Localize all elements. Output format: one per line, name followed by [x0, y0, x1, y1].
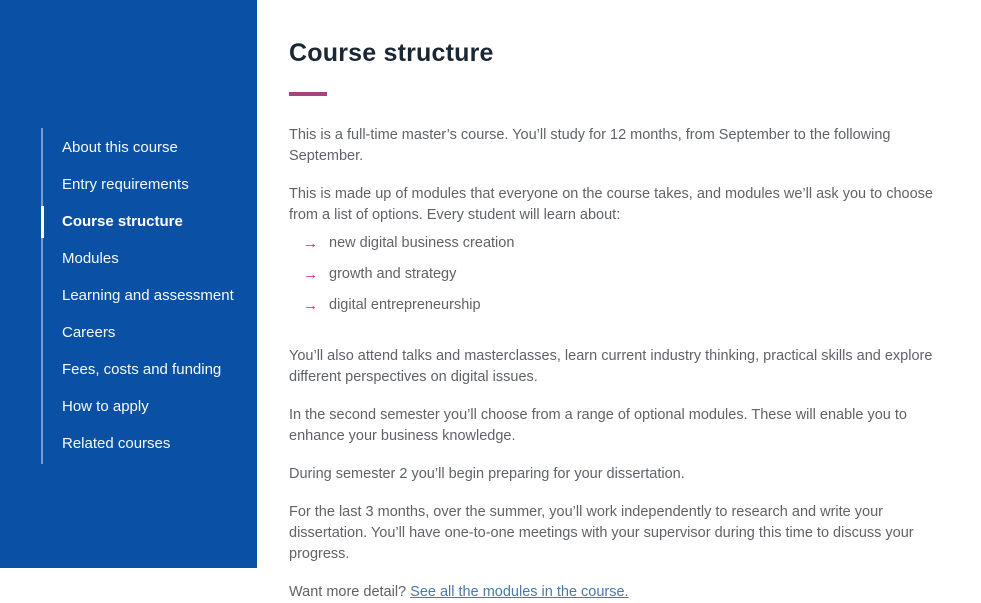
sidebar-link-modules[interactable]: Modules — [62, 250, 119, 267]
sidebar-item-course-structure[interactable] — [62, 210, 234, 234]
list-item-label: growth and strategy — [329, 266, 457, 282]
sidebar-link-careers[interactable]: Careers — [62, 324, 116, 341]
list-item — [289, 233, 949, 254]
list-item — [289, 295, 949, 316]
sidebar-item-entry-requirements[interactable] — [62, 173, 234, 197]
sidebar-link-fees-costs-and-funding[interactable]: Fees, costs and funding — [62, 361, 222, 378]
paragraph-dissertation-prep: During semester 2 you’ll begin preparing for your dissertation. — [289, 466, 685, 482]
paragraph-modules-intro: This is made up of modules that everyone on the course takes, and modules we’ll ask you to choose from a list of options. Every student will learn about: — [289, 186, 933, 223]
course-navigation — [0, 128, 257, 464]
sidebar-item-fees-costs-and-funding[interactable] — [62, 358, 234, 382]
sidebar-item-related-courses[interactable] — [62, 432, 234, 456]
see-all-modules-link[interactable]: See all the modules in the course. — [410, 584, 629, 600]
main-content — [257, 0, 981, 600]
sidebar-item-modules[interactable] — [62, 247, 234, 271]
paragraph-talks-masterclasses: You’ll also attend talks and masterclasses, learn current industry thinking, practical skills and explore different perspectives on digital issues. — [289, 348, 933, 385]
sidebar-link-entry-requirements[interactable]: Entry requirements — [62, 176, 189, 193]
module-topics-list — [289, 233, 949, 316]
list-item-label: digital entrepreneurship — [329, 297, 481, 313]
course-sidebar — [0, 0, 257, 568]
sidebar-nav-list — [41, 128, 257, 464]
more-detail-text: Want more detail? — [289, 584, 411, 600]
sidebar-item-learning-and-assessment[interactable] — [62, 284, 234, 308]
sidebar-link-course-structure[interactable]: Course structure — [62, 213, 183, 230]
paragraph-duration: This is a full-time master’s course. You’ll study for 12 months, from September to the following September. — [289, 127, 891, 164]
page-title: Course structure — [289, 39, 494, 67]
paragraph-second-semester: In the second semester you’ll choose from a range of optional modules. These will enable you to enhance your business knowledge. — [289, 407, 907, 444]
sidebar-link-learning-and-assessment[interactable]: Learning and assessment — [62, 287, 234, 304]
paragraph-summer-dissertation: For the last 3 months, over the summer, you’ll work independently to research and write your dissertation. You’ll have one-to-one meetings with your supervisor during this time to discuss your progress. — [289, 504, 914, 562]
arrow-right-icon: → — [303, 235, 318, 252]
sidebar-link-how-to-apply[interactable]: How to apply — [62, 398, 149, 415]
sidebar-item-careers[interactable] — [62, 321, 234, 345]
list-item — [289, 264, 949, 285]
paragraph-more-detail — [289, 582, 949, 603]
arrow-right-icon: → — [303, 297, 318, 314]
list-item-label: new digital business creation — [329, 235, 515, 251]
sidebar-item-how-to-apply[interactable] — [62, 395, 234, 419]
sidebar-link-about-this-course[interactable]: About this course — [62, 139, 178, 156]
arrow-right-icon: → — [303, 266, 318, 283]
sidebar-item-about-this-course[interactable] — [62, 136, 234, 160]
sidebar-link-related-courses[interactable]: Related courses — [62, 435, 171, 452]
heading-accent-rule — [289, 92, 327, 96]
